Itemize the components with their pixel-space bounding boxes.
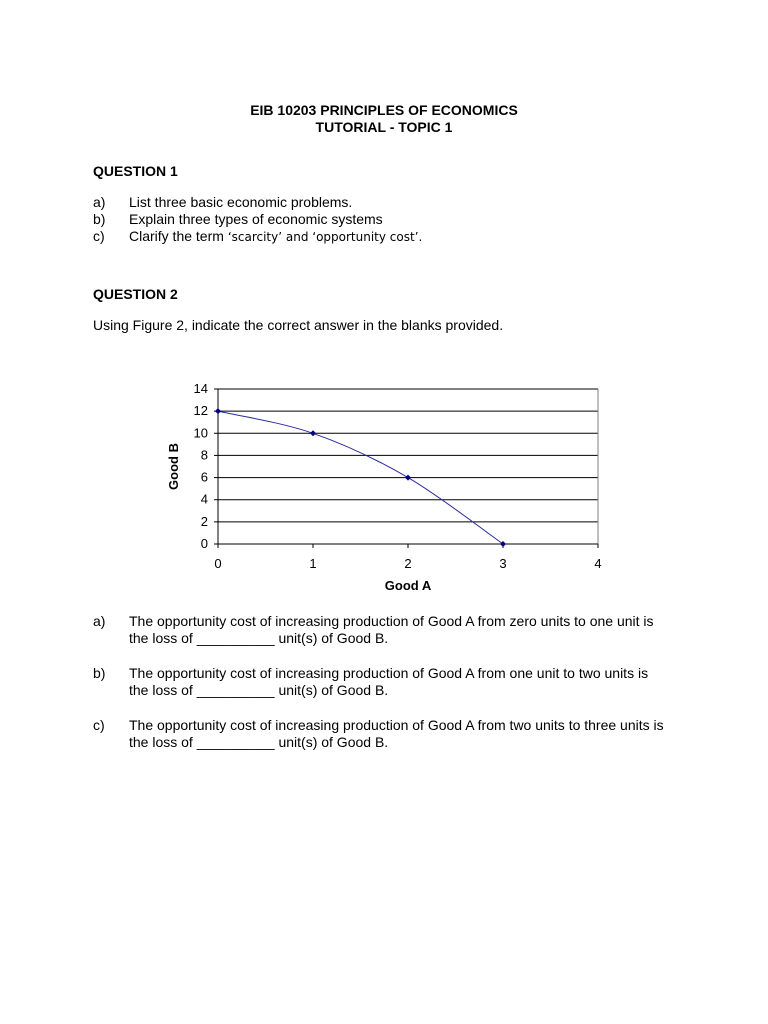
item-text-terms: ‘scarcity’ and ‘opportunity cost’. — [227, 230, 423, 244]
data-point — [405, 475, 411, 481]
y-axis-label: Good B — [166, 443, 181, 490]
item-text: Explain three types of economic systems — [129, 211, 383, 227]
y-tick-label: 8 — [200, 447, 208, 463]
x-tick-label: 1 — [309, 556, 317, 571]
question-2-heading: QUESTION 2 — [93, 286, 178, 302]
item-text-line1: The opportunity cost of increasing production of Good A from zero units to one unit is — [129, 613, 654, 629]
list-item — [93, 717, 683, 751]
question-2-intro: Using Figure 2, indicate the correct answer in the blanks provided. — [93, 317, 504, 333]
item-text — [129, 228, 683, 246]
question-1-list — [93, 194, 683, 246]
list-item — [93, 228, 683, 246]
x-tick-label: 0 — [214, 556, 222, 571]
item-label: c) — [93, 717, 105, 733]
y-tick-label: 2 — [200, 513, 208, 529]
y-tick-label: 12 — [193, 403, 208, 419]
course-title: EIB 10203 PRINCIPLES OF ECONOMICS — [250, 102, 518, 118]
y-tick-label: 14 — [193, 381, 208, 396]
list-item — [93, 194, 683, 211]
item-text-line1: The opportunity cost of increasing production of Good A from one unit to two units is — [129, 665, 649, 681]
item-text: List three basic economic problems. — [129, 194, 353, 210]
data-point — [215, 408, 221, 414]
data-point — [310, 430, 316, 436]
item-label: a) — [93, 613, 106, 629]
item-text-line2: the loss of __________ unit(s) of Good B. — [129, 734, 389, 750]
item-text — [129, 665, 683, 699]
item-text-line1: The opportunity cost of increasing production of Good A from two units to three units is — [129, 717, 664, 733]
list-item — [93, 665, 683, 699]
x-axis-label: Good A — [384, 578, 432, 593]
item-text-plain: Clarify the term — [129, 228, 228, 244]
y-tick-label: 6 — [200, 469, 208, 485]
x-tick-label: 4 — [594, 556, 602, 571]
document-title — [0, 102, 768, 136]
item-label: b) — [93, 211, 106, 227]
item-label: a) — [93, 194, 106, 210]
y-tick-labels — [194, 381, 208, 551]
item-text-line2: the loss of __________ unit(s) of Good B. — [129, 630, 389, 646]
x-tick-label: 3 — [499, 556, 507, 571]
item-text — [129, 613, 683, 647]
list-item — [93, 613, 683, 647]
x-tick-labels — [214, 556, 601, 571]
item-text — [129, 717, 683, 751]
y-tick-label: 0 — [200, 536, 208, 551]
y-tick-label: 4 — [200, 491, 208, 507]
item-label: c) — [93, 228, 105, 244]
list-item — [93, 211, 683, 228]
question-2-list — [93, 613, 683, 751]
chart-gridlines — [218, 389, 598, 544]
item-text-line2: the loss of __________ unit(s) of Good B. — [129, 682, 389, 698]
question-1-heading: QUESTION 1 — [93, 163, 178, 179]
y-tick-label: 10 — [193, 425, 208, 441]
chart-axes — [214, 389, 598, 548]
x-tick-label: 2 — [404, 556, 412, 571]
ppf-chart — [150, 372, 620, 602]
tutorial-title: TUTORIAL - TOPIC 1 — [315, 119, 453, 135]
item-label: b) — [93, 665, 106, 681]
